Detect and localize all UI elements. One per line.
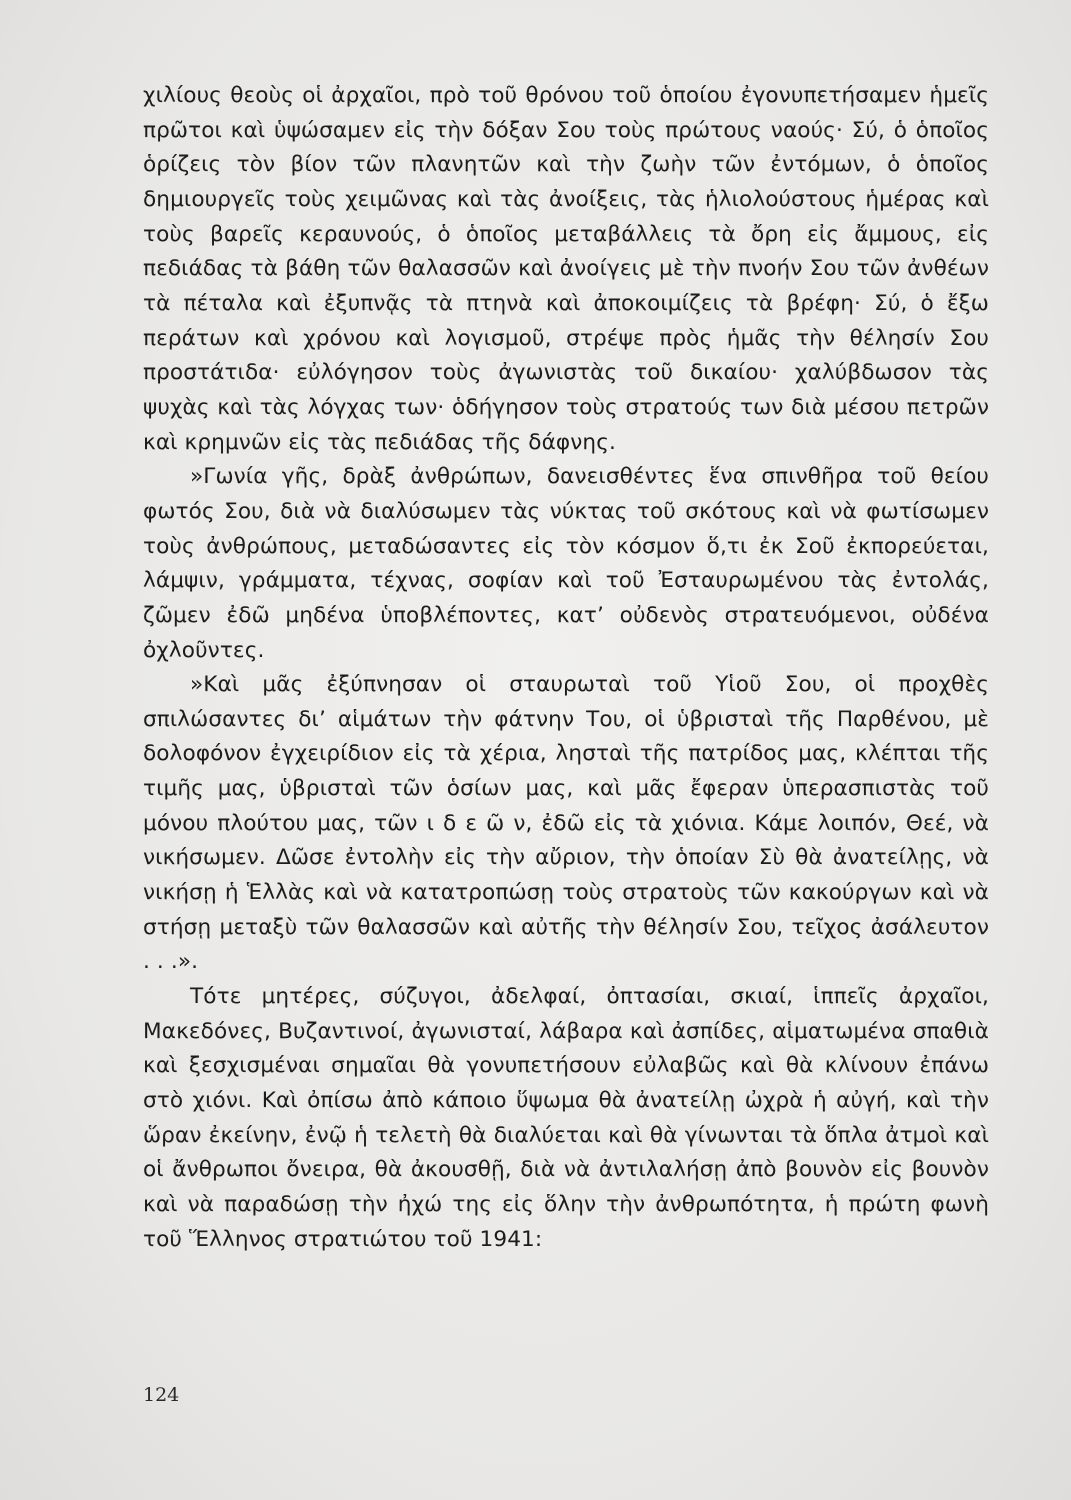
paragraph-2: »Γωνία γῆς, δρὰξ ἀνθρώπων, δανεισθέντες ἕνα σπινθῆρα τοῦ θείου φωτός Σου, διὰ νὰ διαλύσωμεν τὰς νύκτας τοῦ σκότους καὶ νὰ φωτίσωμεν τοὺς ἀνθρώπους, μεταδώσαντες εἰς τὸν κόσμον ὅ,τι ἐκ Σοῦ ἐκπορεύεται, λάμψιν, γράμματα, τέχνας, σοφίαν καὶ τοῦ Ἐσταυρωμένου τὰς ἐντολάς, ζῶμεν ἐδῶ μηδένα ὑποβλέποντες, κατ’ οὐδενὸς στρατευόμενοι, οὐδένα ὀχλοῦντες. [143,464,989,663]
paragraph-3: »Καὶ μᾶς ἐξύπνησαν οἱ σταυρωταὶ τοῦ Υἱοῦ Σου, οἱ προχθὲς σπιλώσαντες δι’ αἱμάτων τὴν φάτνην Του, οἱ ὑβρισταὶ τῆς Παρθένου, μὲ δολοφόνον ἐγχειρίδιον εἰς τὰ χέρια, λησταὶ τῆς πατρίδος μας, κλέπται τῆς τιμῆς μας, ὑβρισταὶ τῶν ὁσίων μας, καὶ μᾶς ἔφεραν ὑπερασπιστὰς τοῦ μόνου πλούτου μας, τῶν ι δ ε ῶ ν, ἐδῶ εἰς τὰ χιόνια. Κάμε λοιπόν, Θεέ, νὰ νικήσωμεν. Δῶσε ἐντολὴν εἰς τὴν αὔριον, τὴν ὁποίαν Σὺ θὰ ἀνατείλῃς, νὰ νικήσῃ ἡ Ἑλλὰς καὶ νὰ κατατροπώσῃ τοὺς στρατοὺς τῶν κακούργων καὶ νὰ στήσῃ μεταξὺ τῶν θαλασσῶν καὶ αὐτῆς τὴν θέλησίν Σου, τεῖχος ἀσάλευτον . . .». [143,672,989,975]
body-text [143,79,989,1257]
paragraph-4: Τότε μητέρες, σύζυγοι, ἀδελφαί, ὀπτασίαι, σκιαί, ἱππεῖς ἀρχαῖοι, Μακεδόνες, Βυζαντινοί, ἀγωνισταί, λάβαρα καὶ ἀσπίδες, αἱματωμένα σπαθιὰ καὶ ξεσχισμέναι σημαῖαι θὰ γονυπετήσουν εὐλαβῶς καὶ θὰ κλίνουν ἐπάνω στὸ χιόνι. Καὶ ὀπίσω ἀπὸ κάποιο ὕψωμα θὰ ἀνατείλῃ ὠχρὰ ἡ αὐγή, καὶ τὴν ὥραν ἐκείνην, ἐνῷ ἡ τελετὴ θὰ διαλύεται καὶ θὰ γίνωνται τὰ ὅπλα ἀτμοὶ καὶ οἱ ἄνθρωποι ὄνειρα, θὰ ἀκουσθῇ, διὰ νὰ ἀντιλαλήσῃ ἀπὸ βουνὸν εἰς βουνὸν καὶ νὰ παραδώσῃ τὴν ἠχώ της εἰς ὅλην τὴν ἀνθρωπότητα, ἡ πρώτη φωνὴ τοῦ Ἕλληνος στρατιώτου τοῦ 1941: [143,984,989,1252]
paragraph-1: χιλίους θεοὺς οἱ ἀρχαῖοι, πρὸ τοῦ θρόνου τοῦ ὁποίου ἐγονυπετήσαμεν ἡμεῖς πρῶτοι καὶ ὑψώσαμεν εἰς τὴν δόξαν Σου τοὺς πρώτους ναούς· Σύ, ὁ ὁποῖος ὁρίζεις τὸν βίον τῶν πλανητῶν καὶ τὴν ζωὴν τῶν ἐντόμων, ὁ ὁποῖος δημιουργεῖς τοὺς χειμῶνας καὶ τὰς ἀνοίξεις, τὰς ἡλιολούστους ἡμέρας καὶ τοὺς βαρεῖς κεραυνούς, ὁ ὁποῖος μεταβάλλεις τὰ ὄρη εἰς ἄμμους, εἰς πεδιάδας τὰ βάθη τῶν θαλασσῶν καὶ ἀνοίγεις μὲ τὴν πνοήν Σου τῶν ἀνθέων τὰ πέταλα καὶ ἐξυπνᾷς τὰ πτηνὰ καὶ ἀποκοιμίζεις τὰ βρέφη· Σύ, ὁ ἔξω περάτων καὶ χρόνου καὶ λογισμοῦ, στρέψε πρὸς ἡμᾶς τὴν θέλησίν Σου προστάτιδα· εὐλόγησον τοὺς ἀγωνιστὰς τοῦ δικαίου· χαλύβδωσον τὰς ψυχὰς καὶ τὰς λόγχας των· ὁδήγησον τοὺς στρατούς των διὰ μέσου πετρῶν καὶ κρημνῶν εἰς τὰς πεδιάδας τῆς δάφνης. [143,83,989,455]
page-number: 124 [143,1384,180,1406]
